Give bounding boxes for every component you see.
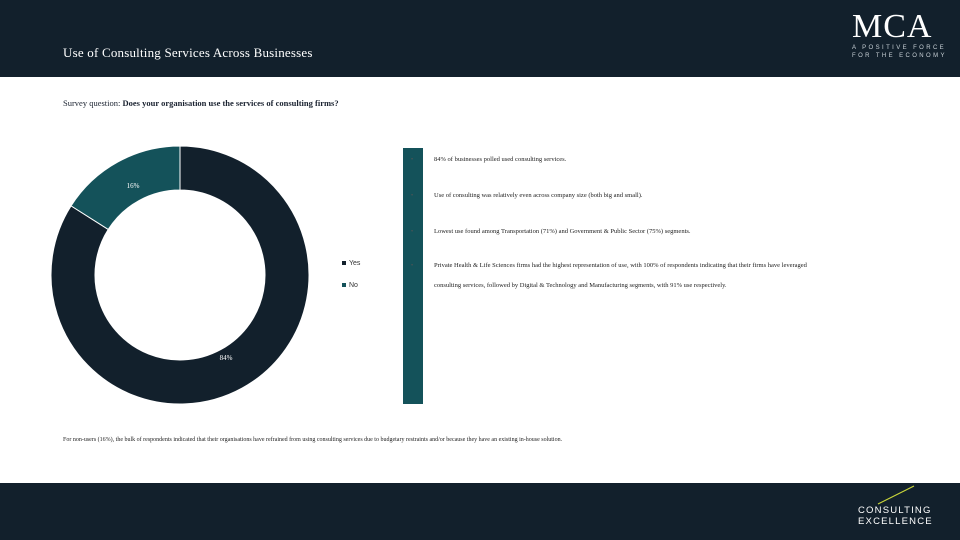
bullet-icon: • — [411, 263, 414, 269]
finding-item: • Lowest use found among Transportation (71%) and Government & Public Sector (75%) segments. — [408, 222, 828, 242]
finding-item: • 84% of businesses polled used consulting services. — [408, 150, 828, 170]
legend-item-yes — [342, 252, 360, 274]
footer-band — [0, 483, 960, 540]
chart-legend — [342, 252, 360, 296]
legend-label-no: No — [349, 281, 358, 289]
ce-logo-line-2: EXCELLENCE — [858, 516, 933, 527]
finding-item: • Use of consulting was relatively even across company size (both big and small). — [408, 186, 828, 206]
finding-item: • Private Health & Life Sciences firms had the highest representation of use, with 100% of respondents indicating that their firms have leveraged consulting services, followed by Digital & Technology and Manufacturing segments, with 91% use respectively. — [408, 256, 828, 296]
legend-swatch-yes — [342, 261, 346, 265]
bullet-icon: • — [411, 193, 414, 199]
bullet-icon: • — [411, 229, 414, 235]
ce-logo-line-1: CONSULTING — [858, 505, 932, 516]
footnote: For non-users (16%), the bulk of respondents indicated that their organisations have refrained from using consulting services due to budgetary restraints and/or because they have an existing in-house solution. — [63, 437, 563, 443]
mca-logo-mark: MCA — [852, 8, 933, 45]
mca-logo-tagline-2: FOR THE ECONOMY — [852, 53, 947, 59]
bullet-icon: • — [411, 157, 414, 163]
donut-label-no: 16% — [126, 182, 140, 190]
legend-item-no — [342, 274, 360, 296]
legend-swatch-no — [342, 283, 346, 287]
mca-logo-tagline-1: A POSITIVE FORCE — [852, 45, 947, 51]
consulting-excellence-logo — [858, 505, 933, 527]
key-findings-list — [408, 150, 828, 296]
donut-label-yes: 84% — [219, 354, 233, 362]
survey-question: Does your organisation use the services of consulting firms? — [122, 98, 339, 108]
page-title: Use of Consulting Services Across Businesses — [63, 45, 313, 60]
consulting-excellence-slash-icon — [870, 484, 930, 506]
survey-prefix: Survey question: — [63, 98, 123, 108]
legend-label-yes: Yes — [349, 259, 361, 267]
